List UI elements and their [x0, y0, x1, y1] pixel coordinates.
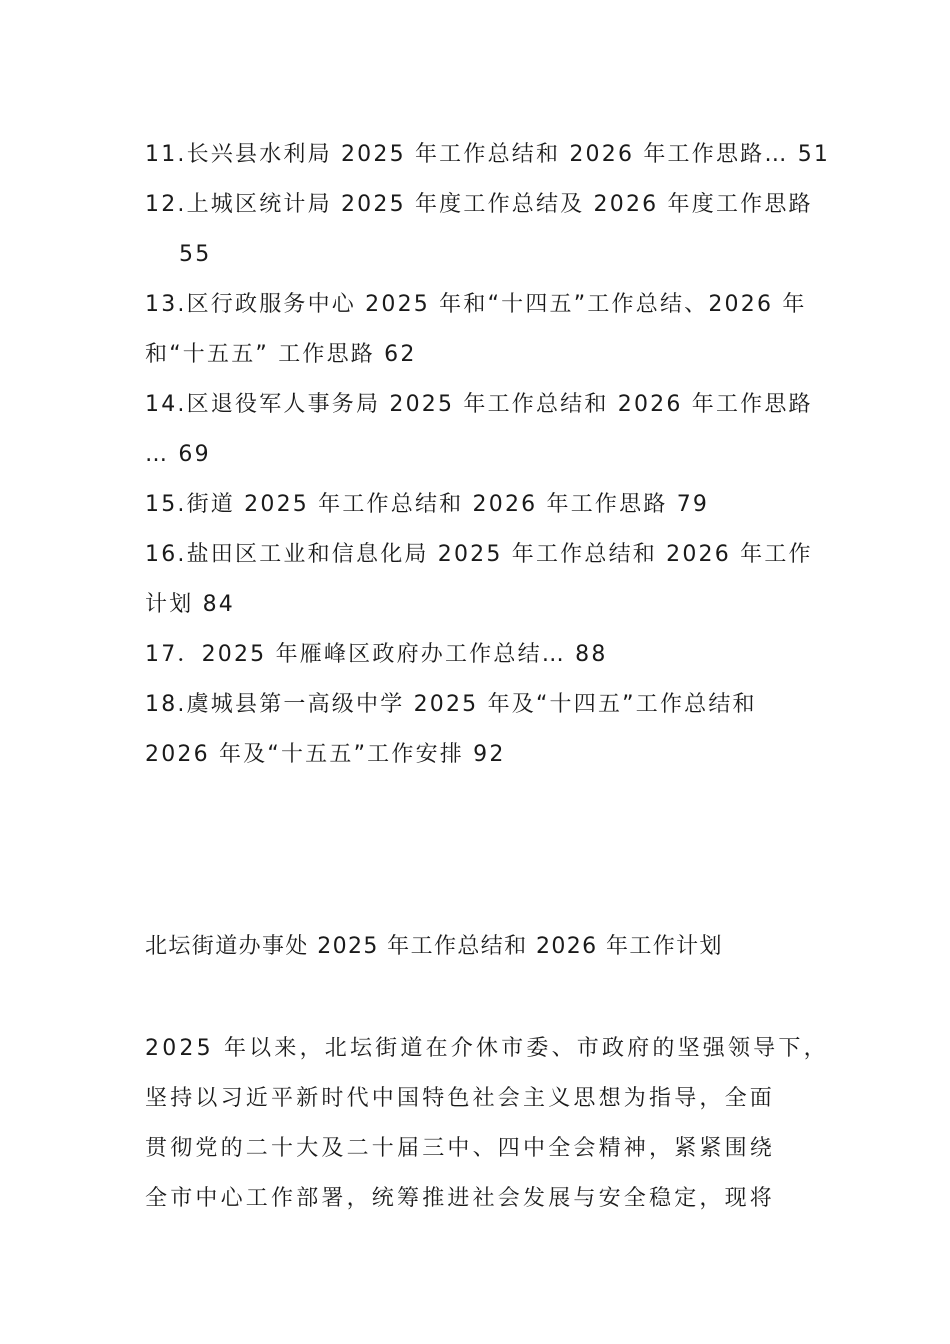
- toc-line: 12.上城区统计局 2025 年度工作总结及 2026 年度工作思路: [145, 192, 813, 217]
- toc-line: 14.区退役军人事务局 2025 年工作总结和 2026 年工作思路: [145, 392, 813, 417]
- toc-line: 2026 年及“十五五”工作安排 92: [145, 742, 506, 767]
- toc-line: 15.街道 2025 年工作总结和 2026 年工作思路 79: [145, 492, 710, 517]
- toc-line: 和“十五五” 工作思路 62: [145, 342, 417, 367]
- paragraph-line: 坚持以习近平新时代中国特色社会主义思想为指导，全面: [145, 1086, 776, 1111]
- article-paragraph: [145, 1024, 829, 1224]
- paragraph-line: 2025 年以来，北坛街道在介休市委、市政府的坚强领导下，: [145, 1036, 829, 1061]
- article-title: 北坛街道办事处 2025 年工作总结和 2026 年工作计划: [145, 934, 723, 959]
- toc-line: … 69: [145, 442, 211, 467]
- toc-line: 13.区行政服务中心 2025 年和“十四五”工作总结、2026 年: [145, 292, 807, 317]
- toc-line: 16.盐田区工业和信息化局 2025 年工作总结和 2026 年工作: [145, 542, 813, 567]
- toc-line: 11.长兴县水利局 2025 年工作总结和 2026 年工作思路… 51: [145, 142, 831, 167]
- paragraph-line: 全市中心工作部署，统筹推进社会发展与安全稳定，现将: [145, 1186, 776, 1211]
- toc-line: 计划 84: [145, 592, 235, 617]
- toc-line: 17．2025 年雁峰区政府办工作总结… 88: [145, 642, 608, 667]
- table-of-contents: [145, 130, 831, 780]
- toc-page-number: 55: [179, 242, 212, 267]
- paragraph-line: 贯彻党的二十大及二十届三中、四中全会精神，紧紧围绕: [145, 1136, 776, 1161]
- toc-line: 18.虞城县第一高级中学 2025 年及“十四五”工作总结和: [145, 692, 757, 717]
